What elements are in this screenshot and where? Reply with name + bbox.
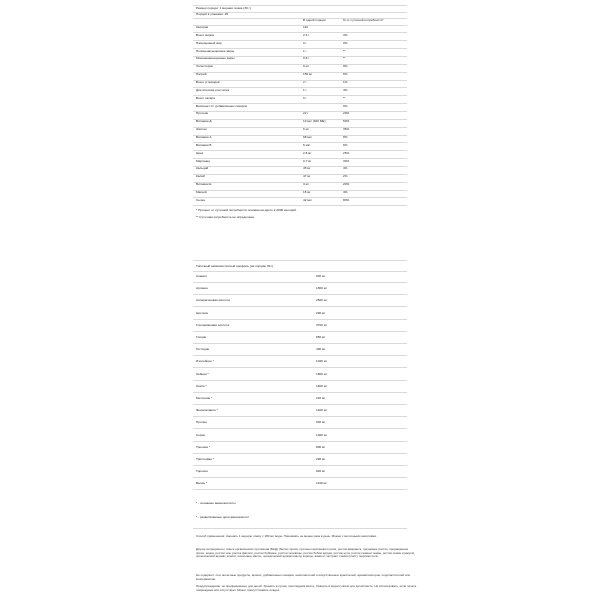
row-divider: [193, 158, 407, 159]
nutrient-daily-value: 4%: [343, 190, 348, 195]
nutrient-amount: 68 мкг: [303, 135, 312, 140]
row-divider: [193, 174, 407, 175]
nutrient-amount: 150 мг: [303, 72, 313, 77]
amino-acid-amount: 850 мг: [316, 335, 326, 339]
amino-acid-amount: 1400 мг: [316, 408, 327, 413]
row-divider: [193, 404, 407, 405]
nutrient-name: Включает 0 г добавленных сахаров: [196, 103, 247, 108]
amino-acid-name: Изолейцин *: [196, 359, 214, 364]
nutrient-daily-value: 2%: [343, 174, 348, 179]
amino-acid-amount: 240 мг: [316, 396, 326, 400]
amino-acid-name: Валин *: [196, 481, 208, 486]
amino-acid-amount: 490 мг: [316, 347, 326, 352]
row-divider: [193, 32, 407, 33]
amino-acid-name: Треонин *: [196, 444, 211, 449]
amino-acid-name: Пролин: [196, 420, 207, 425]
amino-acid-amount: 2500 мг: [316, 298, 327, 303]
row-divider: [193, 380, 407, 381]
amino-acid-amount: 920 мг: [316, 469, 326, 474]
nutrient-name: Цинк: [196, 150, 204, 155]
row-divider: [193, 80, 407, 81]
amino-acid-amount: 3700 мг: [316, 322, 327, 327]
row-divider: [193, 416, 407, 417]
nutrient-amount: 0 г: [303, 40, 307, 45]
amino-acid-amount: 930 мг: [316, 274, 326, 278]
amino-acid-name: Цистеин: [196, 310, 209, 315]
row-divider: [193, 306, 407, 307]
nutrient-amount: 1 г: [303, 87, 307, 92]
nutrient-daily-value: 1%: [343, 80, 348, 85]
nutrient-amount: 45 мг: [303, 166, 311, 171]
nutrient-name: Селен: [196, 197, 206, 202]
amino-acid-amount: 1800 мг: [316, 286, 327, 291]
nutrient-daily-value: 29%: [343, 111, 350, 116]
nutrient-name: Мононенасыщенные жиры: [196, 56, 235, 61]
row-divider: [193, 142, 407, 143]
nutrient-name: Калий: [196, 174, 205, 179]
divider: [193, 260, 407, 261]
nutrient-name: Всего сахара: [196, 95, 215, 100]
row-divider: [193, 64, 407, 65]
amino-acid-name: Лизин *: [196, 383, 207, 388]
nutrient-daily-value: 6%: [343, 72, 348, 77]
nutrient-name: Насыщенный жир: [196, 40, 222, 45]
amino-acid-name: Метионин *: [196, 396, 213, 400]
nutrient-name: Витамин B: [196, 142, 212, 147]
nutrient-daily-value: 8%: [343, 135, 348, 140]
amino-acid-name: Тирозин: [196, 469, 208, 474]
nutrient-name: Полиненасыщенные жиры: [196, 48, 235, 53]
nutrient-amount: 1 г: [303, 48, 307, 53]
amino-legend-essential: * - основные аминокислоты: [196, 501, 236, 505]
warning-statement: Предупреждение: не предназначено для детей. Хранить в сухом, прохладном месте. Хранить в недоступном для детей месте. Не использовать, если печать повреждена или отсутствует. Может присутствовать осадок.: [196, 584, 417, 592]
nutrient-amount: 22 г: [303, 111, 309, 116]
footnote-daily-value: * Процент от суточной потребности основан на диете в 2000 калорий.: [196, 207, 297, 212]
nutrient-amount: 10 мкг (400 МЕ): [303, 119, 326, 124]
row-divider: [193, 166, 407, 167]
servings-per-container-text: Порций в упаковке: 26: [196, 12, 229, 16]
nutrient-amount: 42 мкг: [303, 197, 312, 202]
nutrient-daily-value: 30%: [343, 158, 350, 163]
amino-acid-name: Аргинин: [196, 286, 208, 291]
row-divider: [193, 182, 407, 183]
row-divider: [193, 319, 407, 320]
other-ingredients: Другие ингредиенты: смесь органических протеинов (БАД) (белок гороха, протеин коричневого риса, росток амаранта, гречневые ростки, проращенное просо, киноа, росток чиа, росток фасоли, ростки бобовые, ростки чечевицы, росток бобов адзуки, росток нута, росток семени тыквы, ростки семян кунжута), органический аромат, ксилит, кокосовое масло, органический ароматизатор корицы, ванили, экстракт стевии (лист), морская соль.: [196, 547, 416, 559]
nutrient-amount: 47 мг: [303, 174, 311, 179]
nutrient-daily-value: 50%: [343, 119, 350, 124]
dv-column-header: % от суточной потребности*: [343, 18, 384, 22]
nutrient-amount: 3 мг: [303, 182, 309, 187]
nutrient-name: Холестерин: [196, 64, 214, 69]
row-divider: [193, 282, 407, 283]
row-divider: [193, 441, 407, 442]
row-divider: [193, 197, 407, 198]
row-divider: [193, 355, 407, 356]
nutrient-amount: 0.7 мг: [303, 158, 312, 163]
nutrient-amount: 110: [303, 25, 308, 29]
nutrient-name: Кальций: [196, 166, 209, 171]
amino-acid-name: Глицин: [196, 335, 207, 339]
amino-acid-amount: 1300 мг: [316, 432, 327, 437]
nutrient-name: Протеин: [196, 111, 209, 116]
nutrient-daily-value: 80%: [343, 197, 350, 202]
nutrient-daily-value: 35%: [343, 127, 350, 132]
nutrient-daily-value: **: [343, 48, 346, 53]
nutrient-amount: 15 мг: [303, 190, 311, 195]
amino-profile-title: Типичный аминокислотный профиль (на порцию 39 г): [196, 264, 274, 268]
amino-acid-amount: 1600 мг: [316, 383, 327, 388]
amino-acid-name: Глютаминовая кислота: [196, 322, 230, 327]
row-divider: [193, 489, 407, 490]
amino-acid-amount: 1020 мг: [316, 359, 327, 364]
nutrient-daily-value: 20%: [343, 182, 350, 187]
row-divider: [193, 453, 407, 454]
amino-acid-amount: 290 мг: [316, 457, 326, 461]
row-divider: [193, 111, 407, 112]
nutrient-amount: 2.5 г: [303, 32, 310, 37]
footnote-not-established: ** Суточная потребность не определена.: [196, 214, 255, 219]
row-divider: [193, 205, 407, 206]
row-divider: [193, 367, 407, 368]
row-divider: [193, 72, 407, 73]
row-divider: [193, 465, 407, 466]
amino-acid-amount: 800 мг: [316, 444, 326, 449]
amino-legend-bcaa: * - разветвлённые цепи аминокислот: [196, 515, 250, 519]
nutrient-daily-value: 3%: [343, 32, 348, 37]
nutrient-amount: 0 г: [303, 95, 307, 100]
nutrient-name: Диетическая клетчатка: [196, 87, 230, 92]
amino-acid-name: Лейцин *: [196, 371, 209, 376]
nutrient-daily-value: 0%: [343, 103, 348, 108]
row-divider: [193, 392, 407, 393]
nutrient-daily-value: 0%: [343, 40, 348, 45]
amino-acid-amount: 290 мг: [316, 310, 326, 315]
amino-acid-name: Триптофан *: [196, 457, 214, 461]
row-divider: [193, 343, 407, 344]
serving-size-text: Размер порции: 1 мерная ложка (39 г): [196, 6, 251, 10]
nutrient-name: Витамин Д: [196, 119, 212, 124]
nutrient-daily-value: **: [343, 95, 346, 100]
nutrient-name: Витамин Е: [196, 182, 212, 187]
nutrient-amount: 2 г: [303, 80, 307, 85]
row-divider: [193, 127, 407, 128]
nutrient-name: Всего жиров: [196, 32, 214, 37]
amino-acid-name: Гистидин: [196, 347, 210, 352]
nutrient-amount: 0 мг: [303, 64, 309, 69]
nutrient-daily-value: 4%: [343, 87, 348, 92]
nutrient-name: Натрий: [196, 72, 207, 77]
divider: [193, 271, 407, 272]
nutrient-daily-value: 25%: [343, 150, 350, 155]
nutrient-amount: 2.8 мг: [303, 150, 312, 155]
amino-acid-amount: 1190 мг: [316, 481, 327, 486]
amino-acid-amount: 930 мг: [316, 420, 326, 425]
free-of-statement: Не содержит: соя, молочные продукты, арахис, добавленных сахаров, наполнителей и искусственных красителей, ароматизаторов, подсластителей или консервантов.: [196, 573, 411, 581]
nutrient-name: Магний: [196, 190, 207, 195]
divider: [193, 528, 407, 529]
nutrient-amount: 6 мг: [303, 127, 309, 132]
amount-column-header: В одной порции: [303, 18, 326, 22]
nutrient-name: Марганец: [196, 158, 211, 163]
nutrient-name: Железо: [196, 127, 207, 132]
usage-instructions: Способ применения: смешать 1 мерную ложку с 180 мл воды. Принимать не менее раза в день. Можно с молочными напитками.: [196, 534, 377, 538]
row-divider: [193, 119, 407, 120]
nutrient-name: Калории: [196, 25, 209, 29]
row-divider: [193, 190, 407, 191]
nutrient-daily-value: 0%: [343, 64, 348, 69]
amino-acid-amount: 1800 мг: [316, 371, 327, 376]
amino-acid-name: Аланин: [196, 274, 207, 278]
nutrient-daily-value: 6%: [343, 142, 348, 147]
row-divider: [193, 428, 407, 429]
row-divider: [193, 40, 407, 41]
amino-acid-name: Серин: [196, 432, 206, 437]
row-divider: [193, 294, 407, 295]
row-divider: [193, 150, 407, 151]
row-divider: [193, 477, 407, 478]
nutrient-name: Всего углеводов: [196, 80, 220, 85]
row-divider: [193, 331, 407, 332]
row-divider: [193, 25, 407, 26]
nutrient-amount: 0.5 г: [303, 56, 310, 61]
row-divider: [193, 135, 407, 136]
nutrient-daily-value: 4%: [343, 166, 348, 171]
amino-acid-name: Фенилаланин *: [196, 408, 218, 413]
nutrient-amount: 5 мкг: [303, 142, 311, 147]
row-divider: [193, 95, 407, 96]
nutrient-name: Витамин А: [196, 135, 212, 140]
amino-acid-name: Аспарагиновая кислота: [196, 298, 230, 303]
nutrient-daily-value: **: [343, 56, 346, 61]
